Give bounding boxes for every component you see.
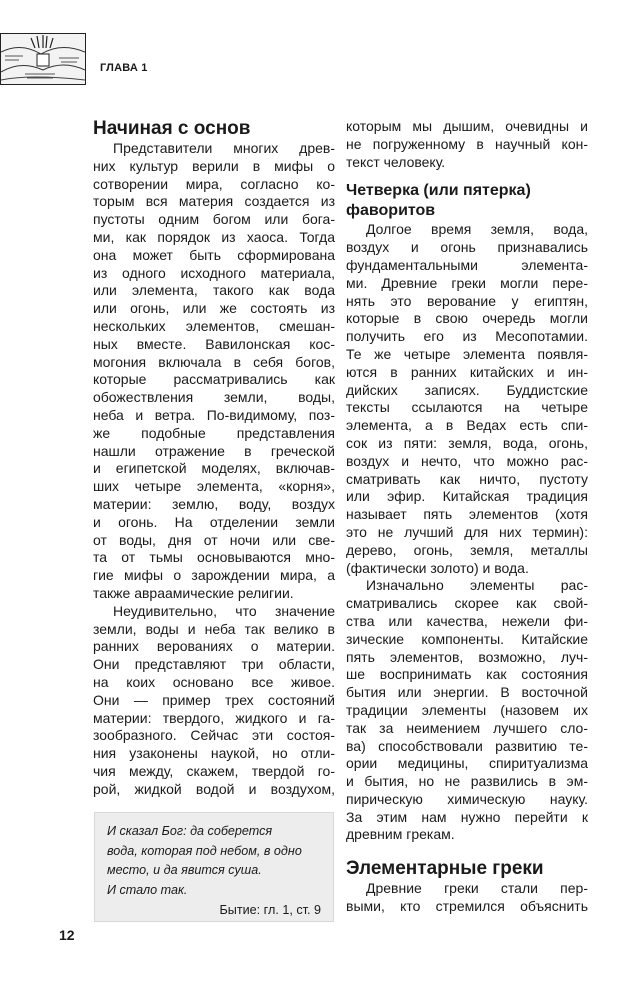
text-line: ших четыре элемента, «корня», [93,478,335,495]
text-line: бытия или энергии. В восточной [346,684,588,701]
quote-source: Бытие: гл. 1, ст. 9 [219,903,321,917]
section-heading: Начиная с основ [93,118,251,139]
text-line: воздух и огонь признавались [346,239,588,256]
text-line: или элемента, такого как вода [93,282,335,299]
text-line: она может быть сформирована [93,246,335,263]
text-line: нескольких элементов, смешан- [93,317,335,334]
page-number: 12 [59,927,75,943]
text-line: них культур верили в мифы о [93,157,335,174]
quote-line: И сказал Бог: да соберется [107,824,273,838]
paragraph [93,140,335,603]
text-line: чия между, скажем, твердой го- [93,762,335,779]
paragraph [93,603,335,799]
text-line: на коих основано все живое. [93,673,335,690]
text-line: Они — пример трех состояний [93,691,335,708]
text-line: ше воспринимать как состояния [346,666,588,683]
text-line: Долгое время земля, вода, [366,221,588,238]
text-line: выми, кто стремился объяснить [346,898,588,915]
text-line: ва) способствовали развитию те- [346,737,588,754]
text-line: или огонь, или же состоять из [93,300,335,317]
epigraph-quote-box [94,812,334,922]
text-line: зические компоненты. Китайские [346,630,588,647]
text-line: которым мы дышим, очевидны и [346,118,588,134]
text-line: ются в ранних китайских и ин- [346,363,588,380]
text-line: ранних верованиях о материи. [93,638,335,655]
text-line: могония включала в себя богов, [93,353,335,370]
section2-paragraph [346,880,588,916]
text-line: пустоты одним богом или бога- [93,211,335,228]
text-line: За этим нам нужно перейти к [346,808,588,825]
text-line: гие мифы о зарождении мира, а [93,567,335,584]
text-line: элемента, а в Ведах есть спи- [346,417,588,434]
text-line: которые рассматривались как [93,371,335,388]
text-line: не погруженному в научный кон- [346,135,588,152]
text-line: текст человеку. [346,153,446,170]
right-paragraphs [346,221,588,844]
text-line: Те же четыре элемента появля- [346,345,588,362]
quote-line: вода, которая под небом, в одно [107,843,302,858]
text-line: ми. Древние греки могли пере- [346,274,588,291]
text-line: Изначально элементы рас- [366,577,588,594]
text-line: пирическую химическую науку. [346,790,588,807]
text-line: ных вместе. Вавилонская кос- [93,335,335,352]
heading-line: фаворитов [346,202,436,220]
text-line: фундаментальными элемента- [346,256,588,273]
text-line: воздух и нечто, что можно рас- [346,452,588,469]
text-line: из одного исходного материала, [93,264,335,281]
text-line: материи: твердого, жидкого и га- [93,709,335,726]
text-line: дийских записях. Буддистские [346,381,588,398]
text-line: сок из пяти: земля, вода, огонь, [346,434,588,451]
text-line: ории медицины, спиритуализма [346,755,588,772]
engraving-icon [1,34,85,84]
quote-line: И стало так. [107,882,188,897]
heading-line: Четверка (или пятерка) [346,182,531,200]
paragraph [346,577,588,844]
text-line: тексты ссылаются на четыре [346,399,588,416]
text-line: и огонь. На отделении земли [93,513,335,530]
text-line: традиции элементы (назовем их [346,701,588,718]
text-line: или эфир. Китайская традиция [346,488,588,505]
text-line: ния узаконены наукой, но отли- [93,745,335,762]
text-line: Неудивительно, что значение [113,602,335,619]
text-line: (фактически золото) и вода. [346,559,529,576]
text-line: нашли отражение в греческой [93,442,335,459]
text-line: материи: землю, воду, воздух [93,495,335,512]
right-column [346,118,588,916]
paragraph [346,221,588,577]
quote-line: место, и да явится суша. [107,863,262,877]
text-line: называет пять элементов (хотя [346,506,588,523]
paragraph [346,880,588,916]
left-column [93,118,335,798]
text-line: которые в свою очередь могли [346,310,588,327]
text-line: торым вся материя создается из [93,193,335,210]
text-line: древним грекам. [346,826,455,843]
text-line: зообразного. Сейчас эти состоя- [93,727,335,744]
paragraph [346,118,588,171]
text-line: ства или качества, нежели фи- [346,612,588,629]
continued-paragraph [346,118,588,171]
text-line: та от тьмы основываются мно- [93,549,335,566]
text-line: обожествления земли, воды, [93,389,335,406]
text-line: и египетской моделях, включав- [93,460,335,477]
text-line: от воды, дня от ночи или све- [93,531,335,548]
text-line: также авраамические религии. [93,584,294,601]
section-heading [346,181,588,221]
text-line: нять это верование у египтян, [346,292,588,309]
text-line: получить его из Месопотамии. [346,328,588,345]
left-paragraphs [93,140,335,798]
text-line: Они представляют три области, [93,656,335,673]
text-line: Представители многих древ- [113,140,335,156]
text-line: сматривались скорее как свой- [346,595,588,612]
text-line: сотворении мира, согласно ко- [93,175,335,192]
chapter-emblem-engraving [0,33,86,85]
text-line: и бытия, но не развились в эм- [346,773,588,790]
text-line: рой, жидкой водой и воздухом, [93,780,335,797]
text-line: земли, воды и неба так велико в [93,620,335,637]
text-line: так за неимением лучшего сло- [346,719,588,736]
text-line: пять элементов, возможно, луч- [346,648,588,665]
text-line: дерево, огонь, земля, металлы [346,541,588,558]
text-line: это не лучший для них термин): [346,523,588,540]
text-line: неба и ветра. По-видимому, поз- [93,406,335,423]
text-line: Древние греки стали пер- [366,880,588,897]
text-line: же подобные представления [93,424,335,441]
section-heading: Элементарные греки [346,858,544,880]
text-line: ми, как порядок из хаоса. Тогда [93,228,335,245]
chapter-label: ГЛАВА 1 [100,62,148,74]
text-line: сматривать как ничто, пустоту [346,470,588,487]
